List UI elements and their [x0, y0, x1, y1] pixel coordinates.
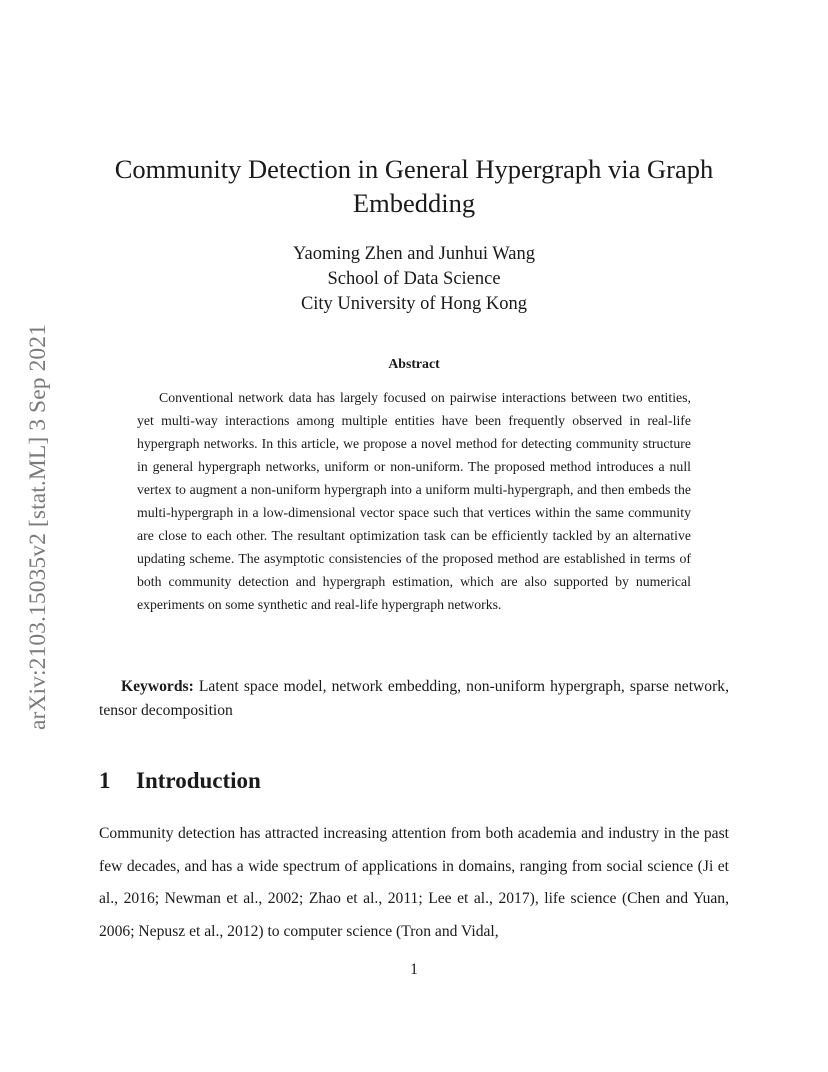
section-heading: [99, 766, 729, 796]
author-department: School of Data Science: [327, 269, 501, 289]
section-number: 1: [99, 768, 111, 793]
abstract-heading: Abstract: [388, 356, 440, 371]
section-title: Introduction: [136, 768, 261, 793]
abstract-text: Conventional network data has largely focused on pairwise interactions between two entities, yet multi-way interactions among multiple entities have been frequently observed in real-life hypergraph networks. In this article, we propose a novel method for detecting community structure in general hypergraph networks, uniform or non-uniform. The proposed method introduces a null vertex to augment a non-uniform hypergraph into a uniform multi-hypergraph, and then embeds the multi-hypergraph in a low-dimensional vector space such that vertices within the same community are close to each other. The resultant optimization task can be efficiently tackled by an alternative updating scheme. The asymptotic consistencies of the proposed method are established in terms of both community detection and hypergraph estimation, which are also supported by numerical experiments on some synthetic and real-life hypergraph networks.: [137, 390, 691, 612]
page-number: 1: [410, 961, 418, 978]
introduction-text: Community detection has attracted increasing attention from both academia and industry in the past few decades, and has a wide spectrum of applications in domains, ranging from social science (Ji et al., 2016; Newman et al., 2002; Zhao et al., 2011; Lee et al., 2017), life science (Chen and Yuan, 2006; Nepusz et al., 2012) to computer science (Tron and Vidal,: [99, 825, 729, 940]
author-institution: City University of Hong Kong: [300, 294, 528, 314]
keywords-text: Latent space model, network embedding, non-uniform hypergraph, sparse network, tensor decomposition: [99, 678, 729, 719]
paper-title: Community Detection in General Hypergraph via Graph Embedding: [114, 154, 714, 218]
keywords: [99, 675, 729, 723]
author-names: Yaoming Zhen and Junhui Wang: [293, 244, 535, 264]
keywords-label: Keywords:: [121, 678, 194, 695]
author-block: [100, 242, 728, 317]
arxiv-identifier: arXiv:2103.15035v2 [stat.ML] 3 Sep 2021: [25, 324, 51, 730]
